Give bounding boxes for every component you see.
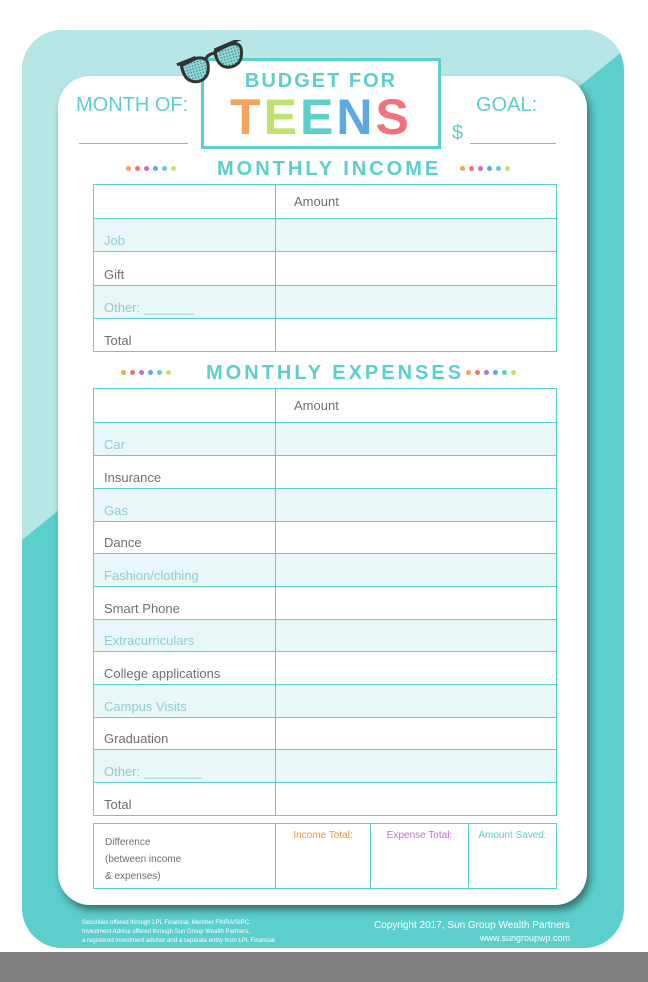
difference-label	[94, 824, 276, 889]
amount-cell[interactable]	[276, 685, 557, 718]
table-row	[94, 489, 557, 522]
dot	[487, 166, 492, 171]
row-label: Job	[94, 219, 276, 252]
difference-row	[94, 824, 557, 889]
income-dots-right	[460, 166, 510, 171]
month-of-line[interactable]	[79, 143, 188, 144]
table-header-row	[94, 185, 557, 219]
row-label: Insurance	[94, 456, 276, 489]
bottom-bar	[0, 952, 648, 982]
amount-cell[interactable]	[276, 522, 557, 554]
dot	[144, 166, 149, 171]
dot	[511, 370, 516, 375]
title-letter: E	[263, 89, 301, 145]
dot	[460, 166, 465, 171]
expenses-table	[93, 388, 557, 816]
difference-table	[93, 823, 557, 889]
amount-cell[interactable]	[276, 219, 557, 252]
dot	[126, 166, 131, 171]
dot	[505, 166, 510, 171]
expense-total-cell[interactable]: Expense Total:	[371, 824, 469, 889]
row-label: Gift	[94, 252, 276, 286]
dot	[469, 166, 474, 171]
table-row	[94, 252, 557, 286]
amount-cell[interactable]	[276, 489, 557, 522]
row-label: Other: _______	[94, 286, 276, 319]
row-label: Fashion/clothing	[94, 554, 276, 587]
dot	[121, 370, 126, 375]
table-row	[94, 423, 557, 456]
expense-dots-left	[121, 370, 171, 375]
amount-cell[interactable]	[276, 456, 557, 489]
dot	[157, 370, 162, 375]
amount-cell[interactable]	[276, 587, 557, 620]
table-row	[94, 652, 557, 685]
title-letter: N	[336, 89, 376, 145]
dot	[162, 166, 167, 171]
amount-cell[interactable]	[276, 252, 557, 286]
amount-cell[interactable]	[276, 718, 557, 750]
income-total-cell[interactable]: Income Total:	[276, 824, 371, 889]
title-teens	[204, 89, 438, 145]
row-label: Smart Phone	[94, 587, 276, 620]
dot	[148, 370, 153, 375]
amount-cell[interactable]	[276, 286, 557, 319]
row-label: Other: ________	[94, 750, 276, 783]
dot	[135, 166, 140, 171]
month-of-label: MONTH OF:	[76, 94, 189, 116]
row-label: Total	[94, 319, 276, 352]
dot	[153, 166, 158, 171]
row-label: Extracurriculars	[94, 620, 276, 652]
amount-cell[interactable]	[276, 620, 557, 652]
amount-cell[interactable]	[276, 652, 557, 685]
income-table	[93, 184, 557, 352]
disclaimer-line: Securities offered through LPL Financial, Member FINRA/SIPC.	[82, 920, 251, 926]
table-row	[94, 522, 557, 554]
title-budget-for: BUDGET FOR	[244, 70, 398, 92]
table-row	[94, 554, 557, 587]
income-dots-left	[126, 166, 176, 171]
row-label: Car	[94, 423, 276, 456]
dot	[478, 166, 483, 171]
table-header-row	[94, 389, 557, 423]
footer-copyright-block	[360, 919, 570, 945]
title-letter: S	[375, 89, 412, 145]
dollar-sign: $	[452, 122, 464, 144]
expense-dots-right	[466, 370, 516, 375]
row-label: Dance	[94, 522, 276, 554]
title-letter: E	[300, 89, 337, 145]
table-row	[94, 750, 557, 783]
dot	[130, 370, 135, 375]
amount-cell[interactable]	[276, 554, 557, 587]
copyright-text: Copyright 2017, Sun Group Wealth Partners	[373, 920, 570, 931]
footer-disclaimer	[82, 919, 322, 946]
disclaimer-line: Investment Advice offered through Sun Group Wealth Partners,	[82, 929, 250, 935]
row-label: College applications	[94, 652, 276, 685]
amount-saved-cell[interactable]: Amount Saved:	[469, 824, 557, 889]
row-label: Graduation	[94, 718, 276, 750]
table-row	[94, 456, 557, 489]
table-row	[94, 685, 557, 718]
table-row	[94, 219, 557, 252]
table-row	[94, 587, 557, 620]
dot	[166, 370, 171, 375]
dot	[139, 370, 144, 375]
header-blank-cell	[94, 185, 276, 219]
amount-header: Amount	[276, 389, 557, 423]
title-letter: T	[230, 89, 264, 145]
disclaimer-line: a registered investment advisor and a separate entity from LPL Financial.	[82, 938, 277, 944]
amount-cell[interactable]	[276, 319, 557, 352]
amount-header: Amount	[276, 185, 557, 219]
dot	[171, 166, 176, 171]
monthly-expenses-heading: MONTHLY EXPENSES	[206, 362, 465, 384]
amount-cell[interactable]	[276, 750, 557, 783]
row-label: Total	[94, 783, 276, 816]
goal-label: GOAL:	[476, 94, 538, 116]
difference-label-line: & expenses)	[105, 871, 161, 882]
difference-label-line: Difference	[105, 837, 151, 848]
table-row	[94, 620, 557, 652]
row-label: Gas	[94, 489, 276, 522]
dot	[493, 370, 498, 375]
monthly-income-heading: MONTHLY INCOME	[217, 158, 442, 180]
website-link[interactable]: www.sungroupwp.com	[479, 933, 570, 943]
dot	[496, 166, 501, 171]
table-row	[94, 319, 557, 352]
amount-cell[interactable]	[276, 783, 557, 816]
table-row	[94, 286, 557, 319]
dot	[502, 370, 507, 375]
dot	[466, 370, 471, 375]
difference-label-line: (between income	[105, 854, 182, 865]
dot	[475, 370, 480, 375]
goal-line[interactable]	[470, 143, 556, 144]
table-row	[94, 783, 557, 816]
row-label: Campus Visits	[94, 685, 276, 718]
amount-cell[interactable]	[276, 423, 557, 456]
header-blank-cell	[94, 389, 276, 423]
table-row	[94, 718, 557, 750]
dot	[484, 370, 489, 375]
sunglasses-icon	[176, 40, 256, 86]
